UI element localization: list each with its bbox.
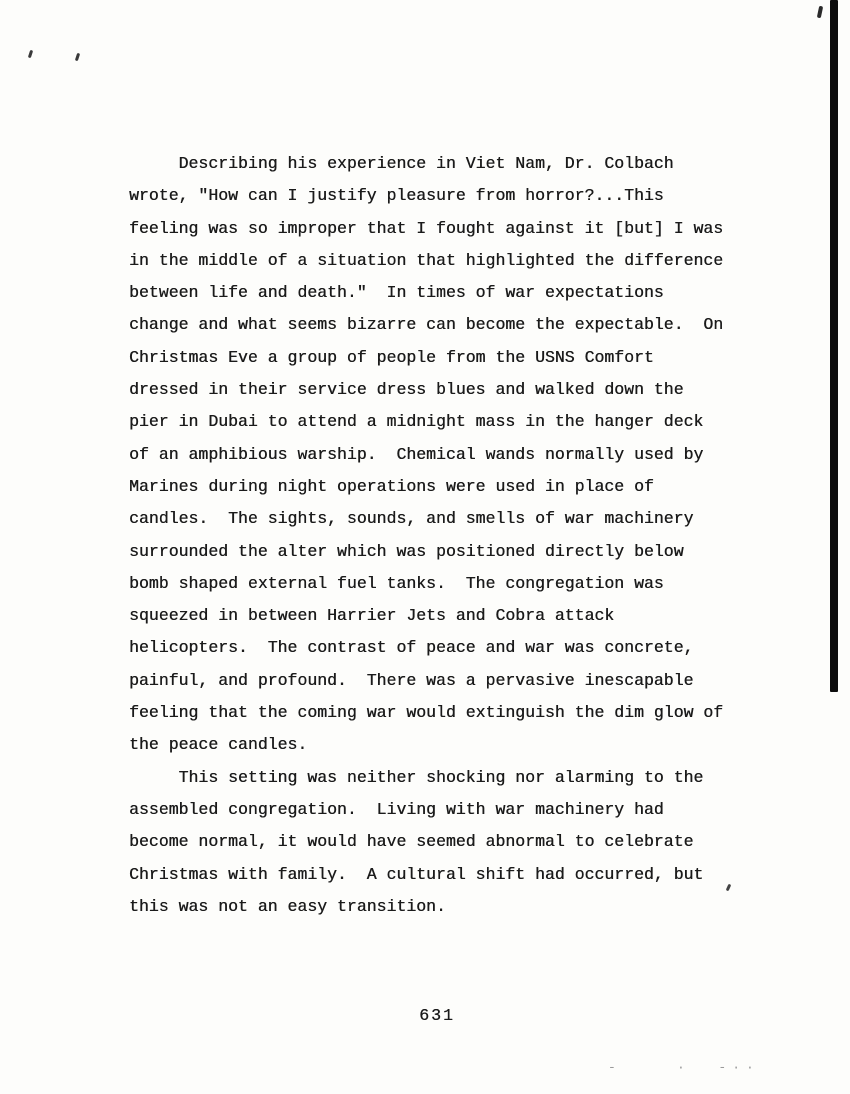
body-text [129,148,769,923]
text-line: Christmas with family. A cultural shift had occurred, but [129,864,704,884]
text-line: between life and death." In times of war expectations [129,283,664,303]
scan-artifact-dashes: - · -·· [608,1060,760,1075]
text-line: change and what seems bizarre can become the expectable. On [129,315,724,335]
scan-edge-bar [830,0,838,692]
text-line: dressed in their service dress blues and walked down the [129,380,684,400]
text-line: assembled congregation. Living with war machinery had [129,799,664,819]
text-line: candles. The sights, sounds, and smells of war machinery [129,509,694,529]
text-line: helicopters. The contrast of peace and war was concrete, [129,638,694,658]
text-line: painful, and profound. There was a pervasive inescapable [129,670,694,690]
text-line: Christmas Eve a group of people from the USNS Comfort [129,347,654,367]
text-line: feeling was so improper that I fought against it [but] I was [129,218,724,238]
page-number: 631 [419,1006,455,1025]
scan-artifact [817,6,823,19]
text-line: this was not an easy transition. [129,896,446,916]
text-line: wrote, "How can I justify pleasure from horror?...This [129,186,664,206]
text-line: pier in Dubai to attend a midnight mass in the hanger deck [129,412,704,432]
scan-artifact [28,50,33,59]
text-line: in the middle of a situation that highlighted the difference [129,250,724,270]
text-line: bomb shaped external fuel tanks. The congregation was [129,573,664,593]
scan-artifact [75,53,80,62]
text-line: surrounded the alter which was positioned directly below [129,541,684,561]
text-line: squeezed in between Harrier Jets and Cobra attack [129,606,615,626]
text-line: Marines during night operations were used in place of [129,476,654,496]
text-line: of an amphibious warship. Chemical wands normally used by [129,444,704,464]
text-line: the peace candles. [129,735,308,755]
text-line: This setting was neither shocking nor alarming to the [129,767,704,787]
text-line: feeling that the coming war would extinguish the dim glow of [129,703,724,723]
text-line: Describing his experience in Viet Nam, Dr. Colbach [129,154,674,173]
text-line: become normal, it would have seemed abnormal to celebrate [129,832,694,852]
